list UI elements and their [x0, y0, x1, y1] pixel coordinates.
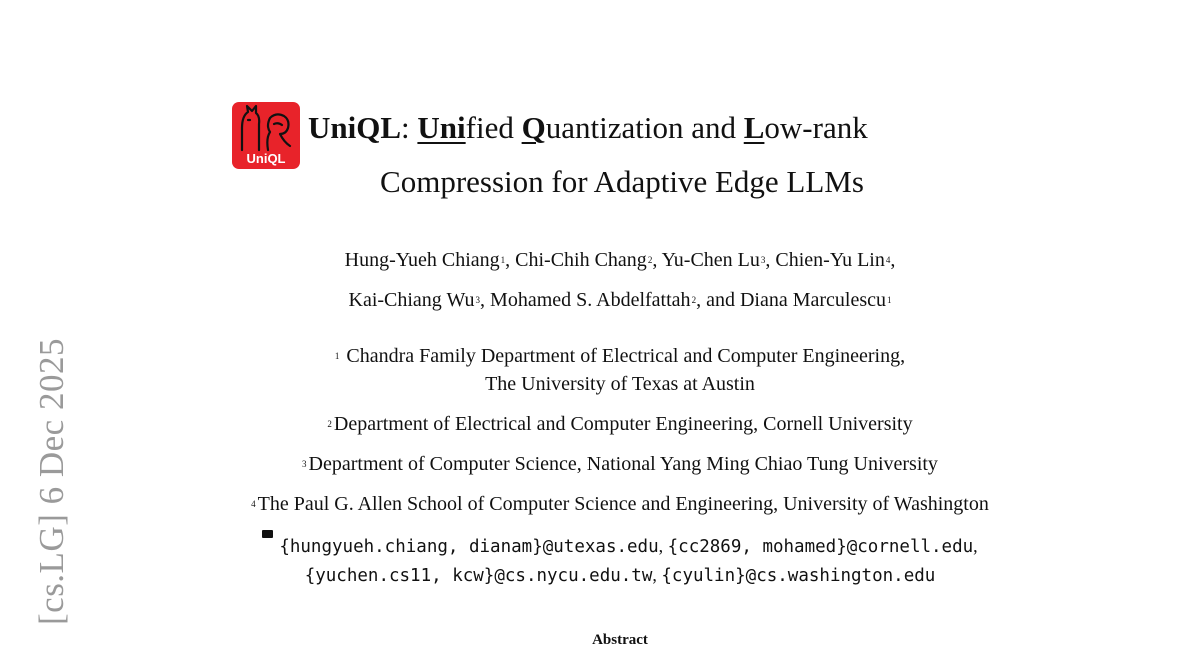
- llama-icon: [232, 102, 300, 154]
- author-name: Yu-Chen Lu: [661, 249, 760, 271]
- author-separator: ,: [765, 249, 776, 271]
- title-uni-underlined: Uni: [417, 110, 466, 145]
- author-name: Kai-Chiang Wu: [348, 289, 475, 311]
- email-address[interactable]: {cc2869, mohamed}@cornell.edu: [667, 537, 974, 557]
- author-name: Mohamed S. Abdelfattah: [490, 289, 691, 311]
- affiliation-1: [0, 342, 1200, 398]
- author-separator: ,: [890, 249, 896, 271]
- author-separator: ,: [652, 249, 662, 271]
- paper-title-block: [232, 102, 992, 212]
- author-affiliation-mark: 2: [647, 255, 653, 265]
- arxiv-identifier-stamp: [cs.LG] 6 Dec 2025: [32, 338, 71, 625]
- email-address[interactable]: {cyulin}@cs.washington.edu: [661, 566, 936, 586]
- logo-text: UniQL: [246, 151, 286, 166]
- email-separator: ,: [658, 536, 668, 556]
- author-name: Chien-Yu Lin: [775, 249, 885, 271]
- affiliation-text: Department of Computer Science, National Yang Ming Chiao Tung University: [308, 453, 938, 475]
- affiliation-list: [0, 342, 1200, 530]
- contact-emails: [0, 532, 1200, 590]
- affiliation-3: [0, 450, 1200, 478]
- affiliation-number: 4: [251, 499, 256, 509]
- title-fied: fied: [465, 110, 522, 145]
- title-ow-rank: ow-rank: [764, 110, 868, 145]
- author-affiliation-mark: 2: [691, 295, 697, 305]
- affiliation-number: 2: [327, 419, 332, 429]
- title-l-underlined: L: [743, 110, 765, 145]
- email-address[interactable]: {hungyueh.chiang, dianam}@utexas.edu: [279, 537, 659, 557]
- author-list: [0, 240, 1200, 320]
- affiliation-4: [0, 490, 1200, 518]
- email-address[interactable]: {yuchen.cs11, kcw}@cs.nycu.edu.tw: [304, 566, 653, 586]
- affiliation-number: 1: [334, 351, 340, 361]
- affiliation-text: The Paul G. Allen School of Computer Science and Engineering, University of Washington: [257, 493, 989, 515]
- abstract-heading: Abstract: [592, 632, 648, 648]
- author-affiliation-mark: 1: [887, 295, 892, 305]
- uniql-logo: [232, 102, 300, 169]
- affiliation-2: [0, 410, 1200, 438]
- affiliation-text: Chandra Family Department of Electrical and Computer Engineering,: [341, 345, 906, 367]
- author-separator: ,: [480, 289, 491, 311]
- paper-title-line2: Compression for Adaptive Edge LLMs: [380, 164, 864, 199]
- email-separator: ,: [973, 536, 978, 556]
- email-line-2: [0, 561, 1200, 590]
- title-uniql: UniQL: [308, 110, 402, 145]
- author-name: Hung-Yueh Chiang: [344, 249, 500, 271]
- title-uantization: uantization and: [545, 110, 744, 145]
- author-affiliation-mark: 1: [500, 255, 506, 265]
- title-q-underlined: Q: [521, 110, 546, 145]
- mail-icon: [262, 530, 273, 538]
- author-name: Diana Marculescu: [739, 289, 886, 311]
- author-separator: , and: [696, 289, 740, 311]
- affiliation-number: 3: [302, 459, 307, 469]
- author-line-2: [0, 280, 1200, 320]
- author-line-1: [0, 240, 1200, 280]
- title-colon: :: [401, 110, 418, 145]
- email-separator: ,: [652, 565, 662, 585]
- author-name: Chi-Chih Chang: [515, 249, 647, 271]
- paper-title-line1: [308, 108, 868, 148]
- author-affiliation-mark: 4: [885, 255, 891, 265]
- author-separator: ,: [505, 249, 516, 271]
- email-line-1: [0, 532, 1200, 561]
- author-affiliation-mark: 3: [760, 255, 766, 265]
- affiliation-text: The University of Texas at Austin: [485, 373, 755, 395]
- affiliation-text: Department of Electrical and Computer Engineering, Cornell University: [333, 413, 913, 435]
- author-affiliation-mark: 3: [475, 295, 481, 305]
